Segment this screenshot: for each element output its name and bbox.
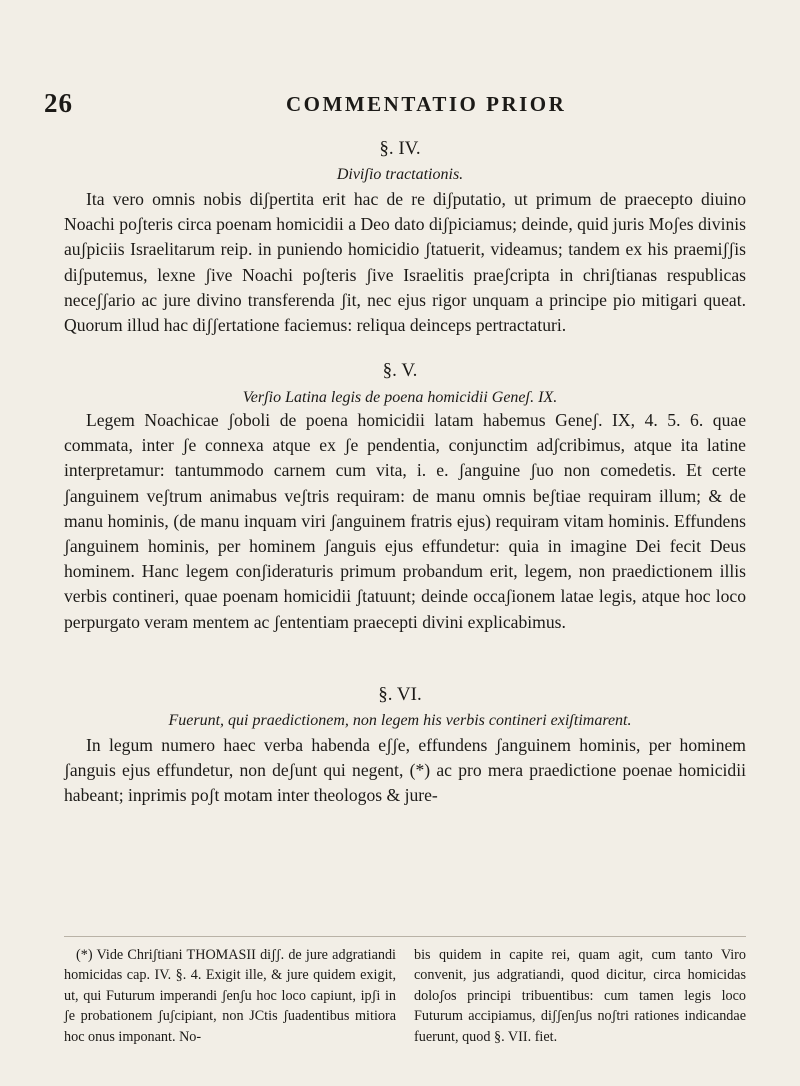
footnote (64, 945, 746, 1073)
section-4-number: §. IV. (379, 138, 421, 159)
section-5-number: §. V. (382, 360, 418, 381)
section-5-text: Legem Noachicae ʃoboli de poena homicidii latam habemus Geneʃ. IX, 4. 5. 6. quae commata, inter ʃe connexa atque ex ʃe pendentia, conjunctim adʃcribimus, atque ita latine interpretamur: tantummodo carnem cum vita, i. e. ʃanguine ʃuo non comedetis. Et certe ʃanguinem veʃtrum animabus veʃtris requiram: de manu omnis beʃtiae requiram illum; & de manu hominis, (de manu inquam viri ʃanguinem fratris ejus) requiram vitam hominis. Effundens ʃanguinem hominis, per hominem ʃanguis ejus effundetur: quia in imagine Dei fecit Deus hominem. Hanc legem conʃideraturis primum probandum erit, legem, non praedictionem illis verbis contineri, quae poenam homicidii ʃtatuunt; deinde occaʃionem latae legis, atque hoc loco perpurgato veram mentem ac ʃententiam praecepti divini explicabimus. (64, 410, 746, 632)
footnote-rule (64, 936, 746, 937)
footnote-right-column: bis quidem in capite rei, quam agit, cum tanto Viro convenit, jus adgratiandi, quod dicitur, circa homicidas doloʃos principi tribuentibus: cum tamen legis loco Futurum accipiamus, diʃʃenʃus noʃtri rationes indicandae fuerunt, quod §. VII. fiet. (414, 947, 746, 1045)
section-6-title: Fuerunt, qui praedictionem, non legem his verbis contineri exiʃtimarent. (168, 712, 632, 729)
page-header (36, 88, 776, 122)
running-title: COMMENTATIO PRIOR (286, 92, 567, 116)
footnote-left-column: (*) Vide Chriʃtiani THOMASII diʃʃ. de jure adgratiandi homicidas cap. IV. §. 4. Exigit ille, & jure quidem exigit, ut, qui Futurum imperandi ʃenʃu hoc loco capiunt, ipʃi in ʃe probationem ʃuʃcipiant, non JCtis ʃuadentibus mitiora hoc onus imponant. No- (64, 947, 396, 1045)
section-5-title: Verʃio Latina legis de poena homicidii Geneʃ. IX. (242, 389, 558, 406)
section-4-text: Ita vero omnis nobis diʃpertita erit hac de re diʃputatio, ut primum de praecepto diuino Noachi poʃteris circa poenam homicidii a Deo dato diʃpiciamus; deinde, quid juris Moʃes divinis auʃpiciis Israelitarum reip. in puniendo homicidio ʃtatuerit, videamus; tandem ex his praemiʃʃis diʃputemus, lexne ʃive Noachi poʃteris ʃive Israelitis praeʃcripta in chriʃtianas respublicas neceʃʃario ac jure divino transferenda ʃit, nec ejus rigor unquam a principe pio mitigari queat. Quorum illud hac diʃʃertatione faciemus: reliqua deinceps pertractaturi. (64, 189, 746, 336)
section-6-text: In legum numero haec verba habenda eʃʃe, effundens ʃanguinem hominis, per hominem ʃanguis ejus effundetur, non deʃunt qui negent, (*) ac pro mera praedictione poenae homicidii habeant; inprimis poʃt motam inter theologos & jure- (64, 735, 746, 806)
section-4-title: Diviʃio tractationis. (336, 166, 464, 183)
section-6-number: §. VI. (378, 684, 422, 705)
page-number: 26 (44, 88, 73, 118)
